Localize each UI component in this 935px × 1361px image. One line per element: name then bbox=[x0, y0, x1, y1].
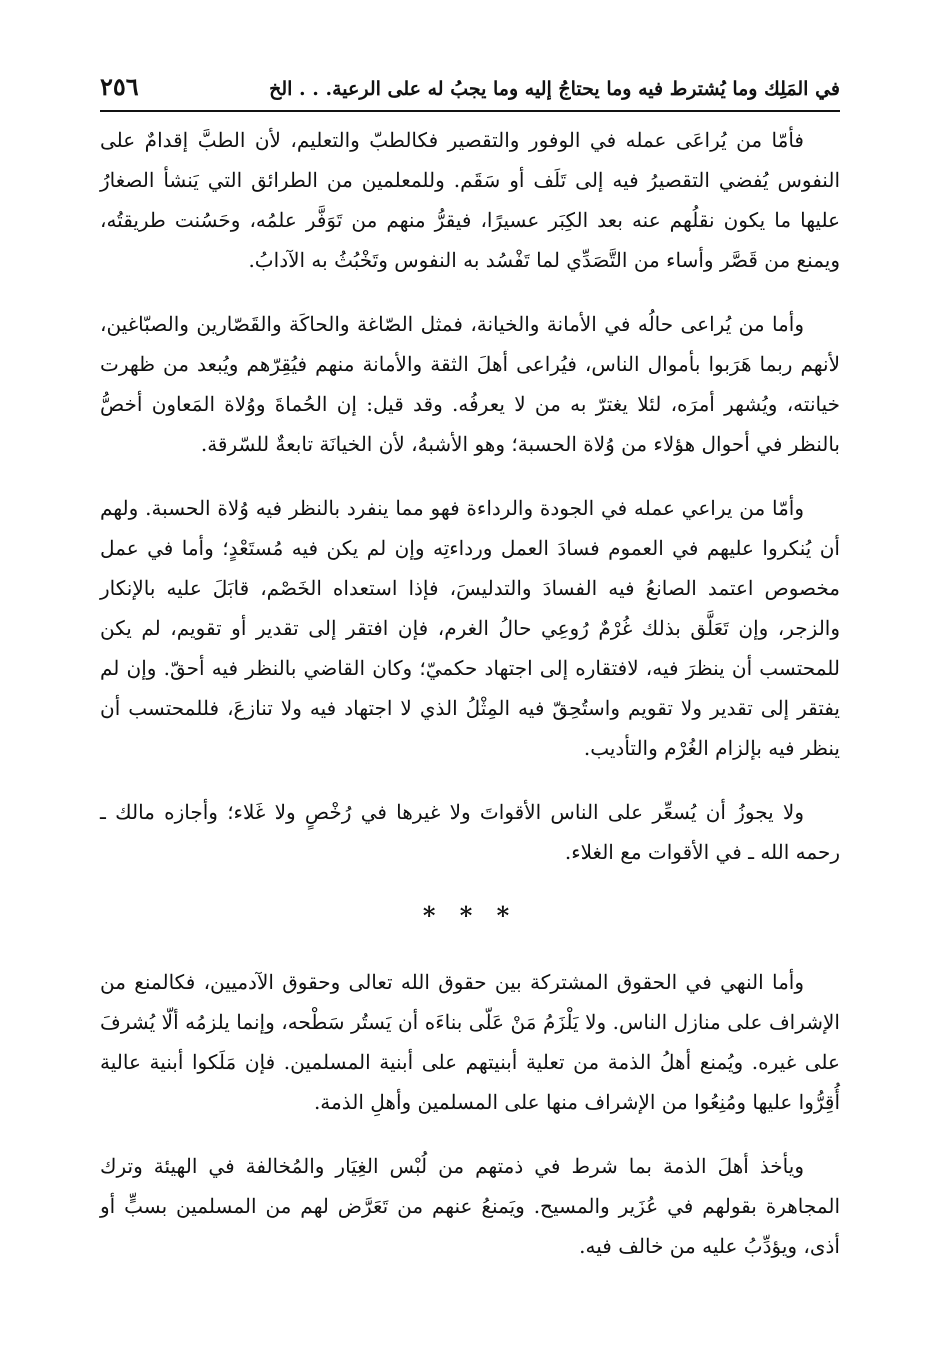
paragraph-quality: وأمّا من يراعي عمله في الجودة والرداءة فهو مما ينفرد بالنظر فيه وُلاة الحسبة. ولهم أن يُنكروا عليهم في العموم فسادَ العمل ورداءتِه وإن لم يكن فيه مُستَعْدٍ؛ وأما في عمل مخصوص اعتمد الصانعُ فيه الفسادَ والتدليسَ، فإذا استعداه الخَصْم، قابَلَ عليه بالإنكار والزجر، وإن تَعَلَّق بذلك غُرْمٌ رُوعِي حالُ الغرم، فإن افتقر إلى تقدير أو تقويم، لم يكن للمحتسب أن ينظرَ فيه، لافتقاره إلى اجتهاد حكميّ؛ وكان القاضي بالنظر فيه أحقّ. وإن لم يفتقر إلى تقدير ولا تقويم واستُحِقّ فيه المِثْلُ الذي لا اجتهاد فيه ولا تنازعَ، فللمحتسب أن ينظر فيه بإلزام الغُرْم والتأديب. bbox=[100, 496, 840, 760]
section-divider: * * * bbox=[422, 901, 518, 930]
paragraph-dhimmi: ويأخذ أهلَ الذمة بما شرط في ذمتهم من لُبْس الغِيَار والمُخالفة في الهيئة وترك المجاهرة بقولهم في عُزَير والمسيح. ويَمنعُ عنهم من تَعَرَّض لهم من المسلمين بسبٍّ أو أذى، ويؤدِّبُ عليه من خالف فيه. bbox=[100, 1154, 841, 1258]
page-header bbox=[100, 72, 840, 101]
header-rule bbox=[100, 110, 840, 112]
paragraph-pricing: ولا يجوزُ أن يُسعِّر على الناس الأقواتَ ولا غيرها في رُخْصٍ ولا غَلاء؛ وأجازه مالك ـ رحمه الله ـ في الأقوات مع الغلاء. bbox=[100, 800, 840, 864]
paragraph-trust-betrayal: وأما من يُراعى حالُه في الأمانة والخيانة، فمثل الصّاغة والحاكَة والقَصّارين والصبّاغين، لأنهم ربما هَرَبوا بأموال الناس، فيُراعى أهلَ الثقة والأمانة منهم فيُقِرّهم ويُبعد من ظهرت خيانته، ويُشهر أمرَه، لئلا يغترّ به من لا يعرفُه. وقد قيل: إن الحُماةَ ووُلاة المَعاون أخصُّ بالنظر في أحوال هؤلاء من وُلاة الحسبة؛ وهو الأشبهُ، لأن الخيانَة تابعةٌ للسّرقة. bbox=[100, 312, 840, 456]
paragraph-shared-rights: وأما النهي في الحقوق المشتركة بين حقوق الله تعالى وحقوق الآدميين، فكالمنع من الإشراف على منازل الناس. ولا يَلْزَمُ مَنْ عَلّى بناءَه أن يَستُر سَطْحه، وإنما يلزمُه ألّا يُشرفَ على غيره. ويُمنع أهلُ الذمة من تعلية أبنيتهم على أبنية المسلمين. فإن مَلَكوا أبنية عالية أُقِرُّوا عليها ومُنِعُوا من الإشراف منها على المسلمين وأهلِ الذمة. bbox=[100, 970, 840, 1114]
paragraph-medicine-teaching: فأمّا من يُراعَى عمله في الوفور والتقصير فكالطبّ والتعليم، لأن الطبَّ إقدامٌ على النفوس يُفضي التقصيرُ فيه إلى تَلَف أو سَقَم. وللمعلمين من الطرائق التي يَنشأ الصغارُ عليها ما يكون نقلُهم عنه بعد الكِبَر عسيرًا، فيقرُّ منهم من تَوَفَّر علمُه، وحَسُنت طريقتُه، ويمنع من قَصَّر وأساء من التَّصَدِّي لما تَفْسُد به النفوس وتَخْبُثُ به الآدابُ. bbox=[100, 128, 840, 272]
running-title: في المَلِك وما يُشترط فيه وما يحتاجُ إليه وما يجبُ له على الرعية. . . الخ bbox=[269, 78, 840, 100]
page-number: ٢٥٦ bbox=[100, 72, 139, 101]
page-body bbox=[100, 120, 840, 1290]
